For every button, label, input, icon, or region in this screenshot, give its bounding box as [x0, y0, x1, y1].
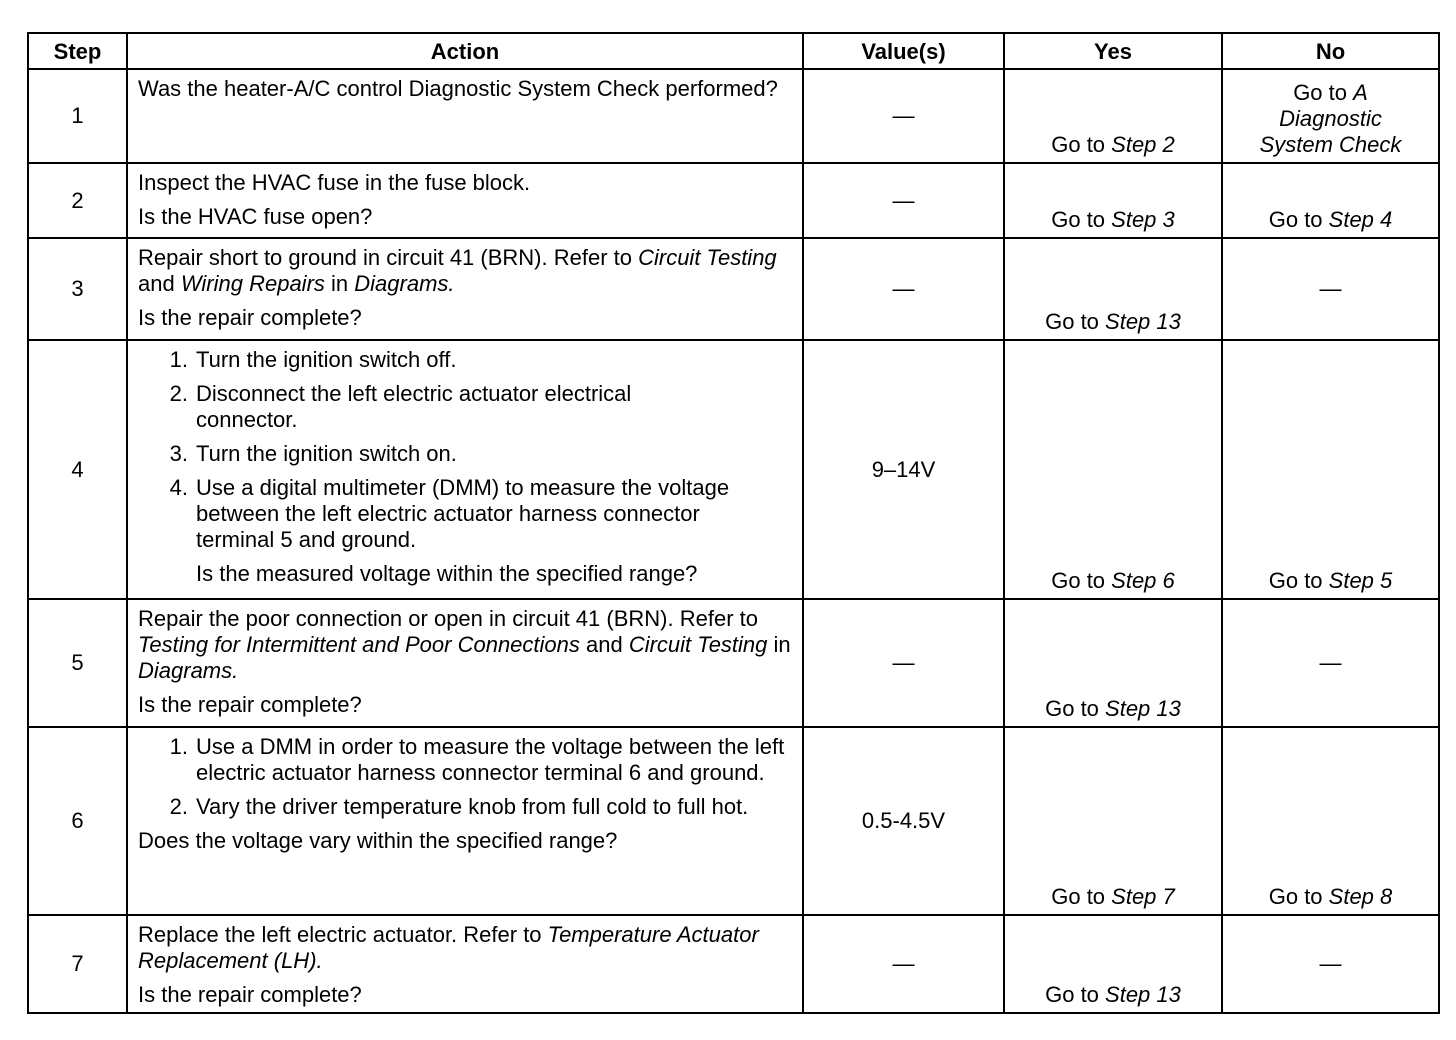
value-cell: —	[803, 163, 1004, 238]
yes-target: Step 13	[1105, 696, 1181, 721]
list-item	[138, 441, 794, 467]
step-number: 3	[28, 238, 127, 340]
yes-cell	[1004, 599, 1222, 727]
value-cell: —	[803, 69, 1004, 163]
list-text: Turn the ignition switch on.	[196, 441, 457, 466]
text-run: in	[324, 271, 355, 296]
list-text: Turn the ignition switch off.	[196, 347, 457, 372]
value-cell: —	[803, 915, 1004, 1013]
list-item	[138, 794, 794, 820]
action-question: Is the measured voltage within the specified range?	[196, 561, 698, 586]
value-cell: —	[803, 238, 1004, 340]
no-cell	[1222, 340, 1439, 599]
no-prefix: Go to	[1268, 884, 1329, 909]
text-run: and	[138, 271, 181, 296]
header-yes: Yes	[1004, 33, 1222, 69]
ref-intermittent-connections: Testing for Intermittent and Poor Connections	[138, 632, 580, 657]
yes-target: Step 6	[1111, 568, 1175, 593]
list-text: Vary the driver temperature knob from full cold to full hot.	[196, 794, 749, 819]
yes-prefix: Go to	[1051, 132, 1112, 157]
step-row-7	[28, 915, 1439, 1013]
no-cell	[1222, 163, 1439, 238]
ref-diagrams: Diagrams.	[354, 271, 455, 296]
no-target-a: A	[1353, 80, 1368, 105]
no-target: Step 4	[1328, 207, 1393, 232]
step-number: 2	[28, 163, 127, 238]
yes-target: Step 7	[1111, 884, 1175, 909]
no-target: Step 8	[1328, 884, 1393, 909]
yes-target: Step 13	[1105, 309, 1181, 334]
yes-prefix: Go to	[1051, 884, 1112, 909]
no-prefix: Go to	[1268, 207, 1329, 232]
step-number: 4	[28, 340, 127, 599]
yes-cell	[1004, 340, 1222, 599]
diagnostic-table	[27, 32, 1440, 1014]
action-text	[138, 922, 794, 974]
list-item	[138, 734, 794, 786]
header-step: Step	[28, 33, 127, 69]
list-item	[138, 381, 794, 433]
list-number: 4.	[169, 475, 188, 500]
no-target-line2: Diagnostic	[1279, 106, 1382, 131]
no-target: Step 5	[1328, 568, 1393, 593]
step-row-3	[28, 238, 1439, 340]
no-target-line3: System Check	[1259, 132, 1402, 157]
step-row-1	[28, 69, 1439, 163]
action-question: Is the repair complete?	[138, 982, 362, 1007]
list-item	[138, 475, 794, 553]
action-question: Is the repair complete?	[138, 305, 362, 330]
list-number: 2.	[169, 381, 188, 406]
yes-target: Step 3	[1111, 207, 1175, 232]
step-row-6	[28, 727, 1439, 915]
ref-actuator-replacement: Temperature Actuator Replacement (LH).	[138, 922, 759, 973]
list-item	[138, 347, 794, 373]
list-number: 2.	[169, 794, 188, 819]
step-row-5	[28, 599, 1439, 727]
step-row-4	[28, 340, 1439, 599]
no-cell: —	[1222, 915, 1439, 1013]
no-prefix: Go to	[1268, 568, 1329, 593]
ref-circuit-testing: Circuit Testing	[638, 245, 777, 270]
list-number: 3.	[169, 441, 188, 466]
text-run: Repair the poor connection or open in circuit 41 (BRN). Refer to	[138, 606, 758, 631]
header-values: Value(s)	[803, 33, 1004, 69]
header-row	[28, 33, 1439, 69]
step-row-2	[28, 163, 1439, 238]
header-action: Action	[127, 33, 803, 69]
ref-circuit-testing: Circuit Testing	[628, 632, 768, 657]
action-cell	[127, 727, 803, 915]
action-text	[138, 606, 794, 684]
no-cell: —	[1222, 238, 1439, 340]
yes-cell	[1004, 69, 1222, 163]
value-cell: 0.5-4.5V	[803, 727, 1004, 915]
yes-prefix: Go to	[1045, 309, 1106, 334]
list-text: Use a digital multimeter (DMM) to measure the voltage between the left electric actuator harness connector terminal 5 and ground.	[196, 475, 730, 552]
no-prefix: Go to	[1293, 80, 1354, 105]
no-cell: —	[1222, 599, 1439, 727]
step-number: 7	[28, 915, 127, 1013]
no-cell	[1222, 727, 1439, 915]
action-cell	[127, 238, 803, 340]
yes-cell	[1004, 238, 1222, 340]
no-cell	[1222, 69, 1439, 163]
ref-wiring-repairs: Wiring Repairs	[180, 271, 325, 296]
text-run: Replace the left electric actuator. Refer to	[138, 922, 548, 947]
action-question: Does the voltage vary within the specified range?	[138, 828, 618, 853]
header-no: No	[1222, 33, 1439, 69]
value-cell: —	[803, 599, 1004, 727]
action-cell	[127, 340, 803, 599]
list-text: Disconnect the left electric actuator electrical connector.	[196, 381, 632, 432]
list-text: Use a DMM in order to measure the voltage between the left electric actuator harness connector terminal 6 and ground.	[196, 734, 785, 785]
yes-cell	[1004, 727, 1222, 915]
action-cell	[127, 69, 803, 163]
text-run: Repair short to ground in circuit 41 (BRN). Refer to	[138, 245, 639, 270]
yes-prefix: Go to	[1045, 696, 1106, 721]
action-question: Is the repair complete?	[138, 692, 362, 717]
action-cell	[127, 915, 803, 1013]
yes-target: Step 2	[1111, 132, 1175, 157]
action-cell	[127, 163, 803, 238]
yes-prefix: Go to	[1051, 568, 1112, 593]
text-run: in	[767, 632, 791, 657]
yes-prefix: Go to	[1045, 982, 1106, 1007]
yes-cell	[1004, 915, 1222, 1013]
action-text: Was the heater-A/C control Diagnostic System Check performed?	[138, 76, 778, 101]
list-number: 1.	[169, 734, 188, 759]
action-question: Is the HVAC fuse open?	[138, 204, 373, 229]
action-text: Inspect the HVAC fuse in the fuse block.	[138, 170, 531, 195]
text-run: and	[579, 632, 629, 657]
action-text	[138, 245, 794, 297]
yes-prefix: Go to	[1051, 207, 1112, 232]
list-number: 1.	[169, 347, 188, 372]
value-cell: 9–14V	[803, 340, 1004, 599]
yes-cell	[1004, 163, 1222, 238]
action-cell	[127, 599, 803, 727]
ref-diagrams: Diagrams.	[138, 658, 239, 683]
yes-target: Step 13	[1105, 982, 1181, 1007]
step-number: 5	[28, 599, 127, 727]
step-number: 6	[28, 727, 127, 915]
step-number: 1	[28, 69, 127, 163]
